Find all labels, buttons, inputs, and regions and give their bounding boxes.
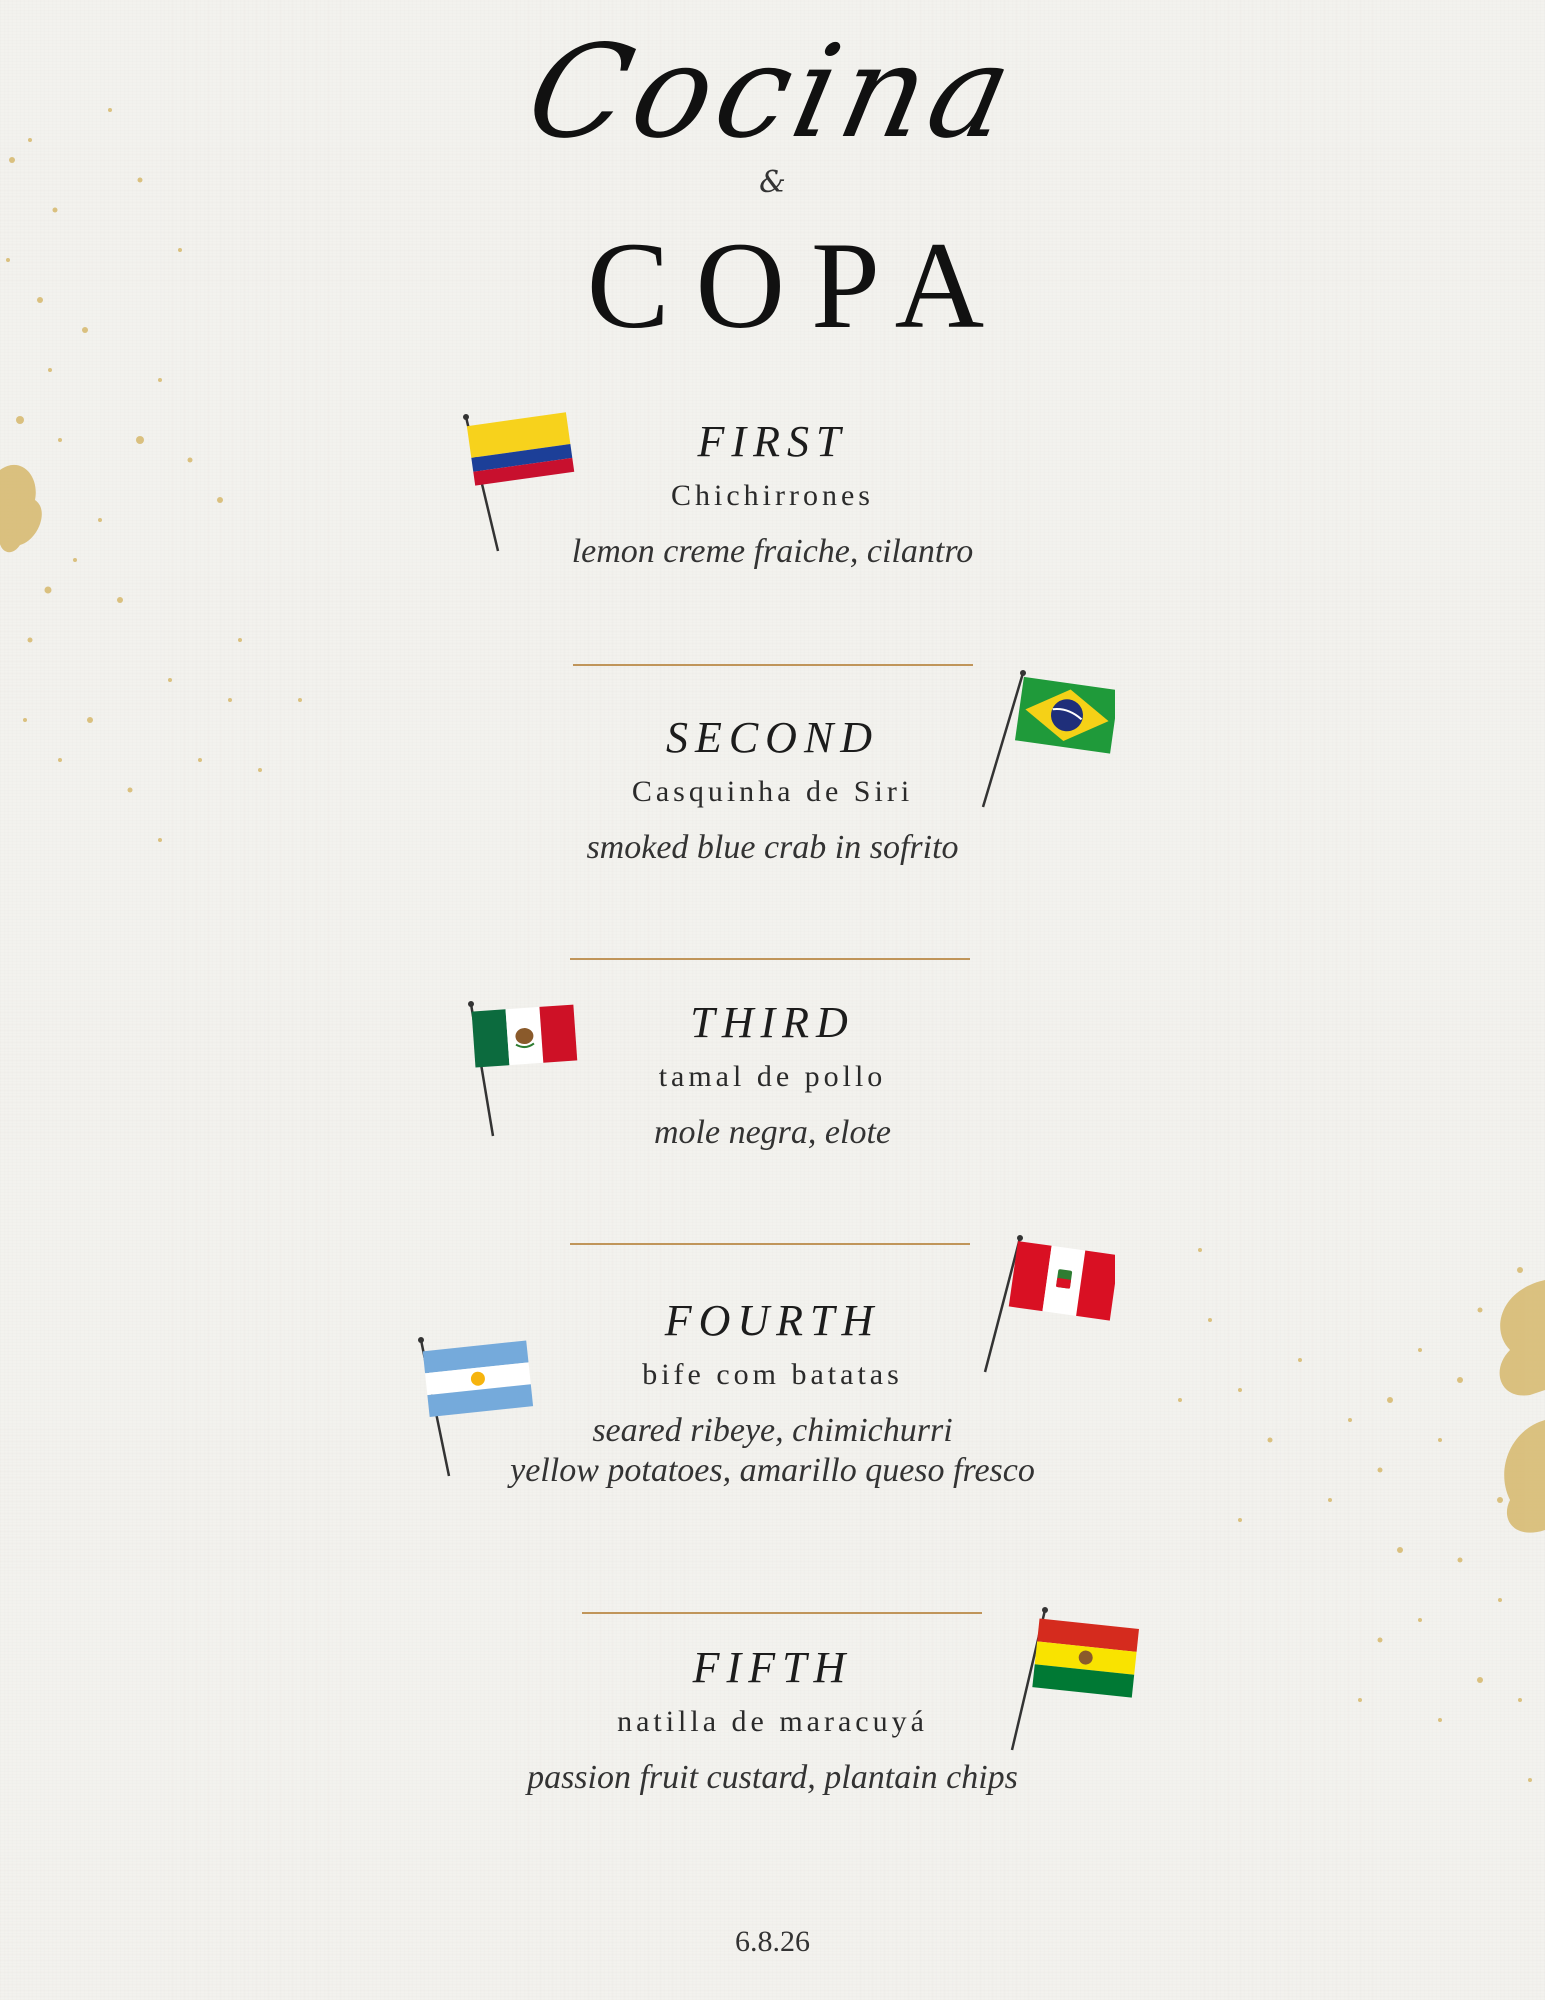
course-heading: SECOND [665,713,880,762]
course-dish: natilla de maracuyá [617,1705,928,1738]
course-second [0,710,1545,868]
course-first [0,414,1545,572]
course-description: seared ribeye, chimichurri [592,1412,953,1449]
ampersand: & [759,165,786,200]
course-description: lemon creme fraiche, cilantro [571,533,974,570]
course-third [0,995,1545,1153]
main-title: COPA [586,217,1011,354]
course-dish: tamal de pollo [658,1060,887,1093]
brazil-flag-icon [975,665,1115,815]
mexico-flag-icon [465,990,585,1140]
course-description: smoked blue crab in sofrito [586,829,959,866]
course-description: passion fruit custard, plantain chips [527,1759,1018,1796]
course-dish: bife com batatas [642,1358,903,1391]
peru-flag-icon [975,1230,1115,1380]
course-heading: FIFTH [692,1643,853,1692]
argentina-flag-icon [415,1330,535,1480]
bolivia-flag-icon [1000,1600,1140,1760]
course-dish: Chichirrones [671,479,874,512]
divider [582,1612,982,1614]
event-date: 6.8.26 [735,1925,810,1958]
course-fourth [0,1293,1545,1491]
course-heading: THIRD [690,998,855,1047]
divider [573,664,973,666]
course-heading: FIRST [697,417,848,466]
script-title: Cocina [515,18,1030,167]
colombia-flag-icon [460,405,580,555]
course-fifth [0,1640,1545,1798]
course-dish: Casquinha de Siri [631,775,914,808]
course-description-2: yellow potatoes, amarillo queso fresco [510,1452,1035,1489]
course-description: mole negra, elote [654,1114,891,1151]
divider [570,1243,970,1245]
divider [570,958,970,960]
course-heading: FOURTH [664,1296,881,1345]
